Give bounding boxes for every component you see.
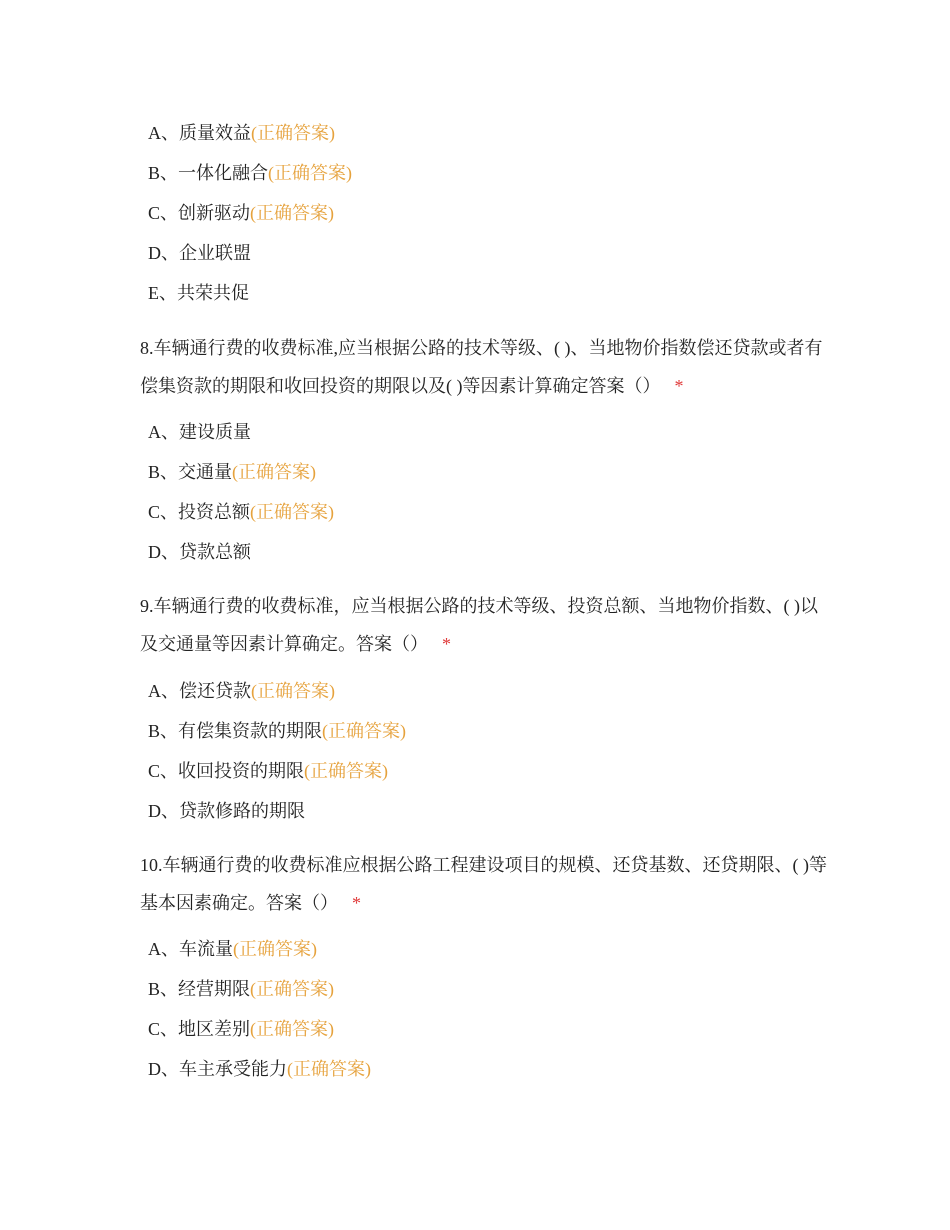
correct-answer-label: (正确答案): [322, 721, 407, 741]
question-text: 10.车辆通行费的收费标准应根据公路工程建设项目的规模、还贷基数、还贷期限、( )等基本因素确定。答案（）: [140, 855, 827, 913]
option-text: D、企业联盟: [148, 243, 251, 263]
option-text: D、贷款修路的期限: [148, 801, 305, 821]
required-mark: *: [674, 376, 684, 396]
option-text: B、交通量: [148, 462, 233, 482]
option-text: D、贷款总额: [148, 542, 251, 562]
option-text: C、地区差别: [148, 1019, 251, 1039]
correct-answer-label: (正确答案): [250, 979, 335, 999]
option-text: A、偿还贷款: [148, 681, 251, 701]
q9-option-a[interactable]: [148, 677, 335, 705]
option-text: A、质量效益: [148, 123, 251, 143]
option-e[interactable]: [148, 279, 249, 307]
correct-answer-label: (正确答案): [250, 502, 335, 522]
q10-option-a[interactable]: [148, 935, 317, 963]
correct-answer-label: (正确答案): [250, 203, 335, 223]
option-text: B、一体化融合: [148, 163, 269, 183]
q10-option-b[interactable]: [148, 975, 334, 1003]
correct-answer-label: (正确答案): [287, 1059, 371, 1079]
q10-option-d[interactable]: [148, 1055, 371, 1083]
option-c[interactable]: [148, 199, 334, 227]
q10-option-c[interactable]: [148, 1015, 334, 1043]
q9-option-d[interactable]: [148, 797, 305, 825]
question-text: 9.车辆通行费的收费标准，应当根据公路的技术等级、投资总额、当地物价指数、( )以及交通量等因素计算确定。答案（）: [140, 596, 818, 654]
option-text: C、投资总额: [148, 502, 251, 522]
option-text: B、有偿集资款的期限: [148, 721, 323, 741]
required-mark: *: [442, 634, 451, 654]
correct-answer-label: (正确答案): [251, 681, 335, 701]
option-text: C、收回投资的期限: [148, 761, 305, 781]
question-10-text: [140, 846, 830, 922]
option-d[interactable]: [148, 239, 251, 267]
q8-option-d[interactable]: [148, 538, 251, 566]
q8-option-b[interactable]: [148, 458, 316, 486]
q8-option-c[interactable]: [148, 498, 334, 526]
correct-answer-label: (正确答案): [268, 163, 353, 183]
option-text: E、共荣共促: [148, 283, 249, 303]
question-8-text: [140, 329, 830, 405]
correct-answer-label: (正确答案): [233, 939, 317, 959]
q8-option-a[interactable]: [148, 418, 251, 446]
question-9-text: [140, 587, 830, 663]
option-text: A、车流量: [148, 939, 233, 959]
option-a[interactable]: [148, 119, 335, 147]
correct-answer-label: (正确答案): [232, 462, 317, 482]
option-text: A、建设质量: [148, 422, 251, 442]
option-text: B、经营期限: [148, 979, 251, 999]
q9-option-b[interactable]: [148, 717, 406, 745]
option-b[interactable]: [148, 159, 352, 187]
question-text: 8.车辆通行费的收费标准,应当根据公路的技术等级、( )、当地物价指数偿还贷款或者有偿集资款的期限和收回投资的期限以及( )等因素计算确定答案（）: [140, 338, 823, 396]
correct-answer-label: (正确答案): [304, 761, 389, 781]
q9-option-c[interactable]: [148, 757, 388, 785]
correct-answer-label: (正确答案): [251, 123, 335, 143]
correct-answer-label: (正确答案): [250, 1019, 335, 1039]
option-text: D、车主承受能力: [148, 1059, 287, 1079]
required-mark: *: [352, 893, 361, 913]
option-text: C、创新驱动: [148, 203, 251, 223]
